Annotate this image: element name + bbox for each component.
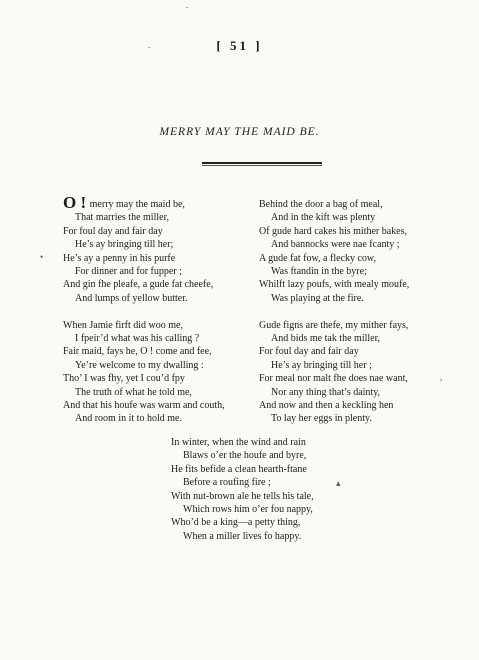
- verse-text: And gin fhe pleafe, a gude fat cheefe,: [63, 279, 214, 291]
- verse-text: Before a roufing fire ;: [183, 477, 271, 489]
- verse-text: Blaws o’er the houfe and byre,: [183, 450, 307, 462]
- verse-text: When a miller lives fo happy.: [183, 530, 302, 542]
- verse-line: [259, 265, 439, 278]
- verse-text: Fair maid, fays he, O ! come and fee,: [63, 346, 212, 358]
- verse-text: Which rows him o’er fou nappy,: [183, 504, 313, 516]
- verse-line: [63, 399, 243, 412]
- verse-line: [63, 372, 243, 385]
- verse-line: [63, 305, 243, 318]
- verse-line: [171, 490, 351, 503]
- verse-line: [259, 292, 439, 305]
- poem-title: MERRY MAY THE MAID BE.: [159, 126, 320, 138]
- verse-text: He fits befide a clean hearth-ftane: [171, 463, 307, 475]
- verse-text: For meal nor malt fhe does nae want,: [259, 373, 408, 385]
- verse-line: [171, 503, 351, 516]
- verse-text: For foul day and fair day: [63, 225, 163, 237]
- verse-line: [63, 412, 243, 425]
- verse-text: I fpeir’d what was his calling ?: [75, 333, 200, 345]
- verse-line: [171, 463, 351, 476]
- verse-text: That marries the miller,: [75, 212, 170, 224]
- verse-line: [259, 386, 439, 399]
- verse-line: [171, 449, 351, 462]
- verse-text: Of gude hard cakes his mither bakes,: [259, 225, 408, 237]
- page-number: [ 51 ]: [216, 38, 263, 53]
- verse-line: [63, 359, 243, 372]
- verse-line: [63, 292, 243, 305]
- verse-text: Gude figns are thefe, my mither fays,: [259, 319, 409, 331]
- verse-text: Was playing at the fire.: [271, 292, 364, 304]
- verse-line: [63, 225, 243, 238]
- verse-line: [171, 436, 351, 449]
- verse-line: [63, 386, 243, 399]
- verse-line: [63, 332, 243, 345]
- verse-text: And now and then a keckling hen: [259, 400, 394, 412]
- verse-line: [259, 345, 439, 358]
- verse-line: [259, 319, 439, 332]
- verse-text: And room in it to hold me.: [75, 413, 182, 425]
- verse-line: [171, 530, 351, 543]
- verse-line: [259, 211, 439, 224]
- verse-text: For dinner and for fupper ;: [75, 266, 182, 278]
- verse-text: Ye’re welcome to my dwalling :: [75, 359, 204, 371]
- verse-line: [171, 516, 351, 529]
- verse-line: [259, 372, 439, 385]
- speck-mark: •: [40, 252, 44, 262]
- verse-line: [63, 265, 243, 278]
- speck-mark: ▴: [336, 478, 341, 488]
- verse-line: [259, 225, 439, 238]
- verse-text: The truth of what he told me,: [75, 386, 192, 398]
- verse-text: And bids me tak the miller,: [271, 333, 381, 345]
- verse-line: [63, 193, 243, 212]
- verse-text: And in the kift was plenty: [271, 212, 376, 224]
- verse-text: He’s ay bringing till her ;: [271, 359, 372, 371]
- verse-text: For foul day and fair day: [259, 346, 359, 358]
- verse-text: merry may the maid be,: [89, 199, 185, 210]
- verse-line: [63, 278, 243, 291]
- verse-line: [259, 252, 439, 265]
- verse-text: To lay her eggs in plenty.: [271, 413, 372, 425]
- verse-line: [259, 399, 439, 412]
- verse-text: In winter, when the wind and rain: [171, 437, 306, 448]
- verse-text: Who’d be a king—a petty thing,: [171, 517, 301, 529]
- verse-text: And that his houfe was warm and couth,: [63, 400, 225, 412]
- verse-text: Behind the door a bag of meal,: [259, 199, 383, 210]
- speck-mark: .: [148, 40, 151, 50]
- verse-line: [259, 305, 439, 318]
- verse-text: A gude fat fow, a flecky cow,: [259, 252, 376, 264]
- verse-text: And bannocks were nae fcanty ;: [271, 239, 400, 251]
- title-rule: [202, 162, 322, 166]
- verse-text: He’s ay a penny in his purfe: [63, 252, 176, 264]
- right-column: [259, 198, 439, 426]
- speck-mark: .: [186, 0, 189, 10]
- left-column: [63, 193, 243, 426]
- bottom-stanza: [171, 436, 351, 543]
- verse-line: [63, 238, 243, 251]
- verse-text: Was ftandin in the byre;: [271, 266, 367, 278]
- verse-text: Nor any thing that’s dainty,: [271, 386, 381, 398]
- verse-line: [259, 332, 439, 345]
- verse-text: And lumps of yellow butter.: [75, 292, 188, 304]
- verse-line: [63, 211, 243, 224]
- verse-line: [259, 238, 439, 251]
- verse-text: With nut-brown ale he tells his tale,: [171, 490, 314, 502]
- verse-text: He’s ay bringing till her;: [75, 239, 174, 251]
- verse-line: [63, 252, 243, 265]
- verse-line: [259, 198, 439, 211]
- verse-line: [63, 319, 243, 332]
- verse-line: [259, 412, 439, 425]
- speck-mark: ,: [440, 372, 443, 382]
- verse-line: [63, 345, 243, 358]
- drop-cap: O !: [63, 193, 87, 212]
- verse-line: [259, 278, 439, 291]
- verse-text: Tho’ I was fhy, yet I cou’d fpy: [63, 373, 185, 385]
- verse-line: [171, 476, 351, 489]
- verse-line: [259, 359, 439, 372]
- verse-text: When Jamie firft did woo me,: [63, 319, 183, 331]
- verse-text: Whilft lazy poufs, with mealy moufe,: [259, 279, 410, 291]
